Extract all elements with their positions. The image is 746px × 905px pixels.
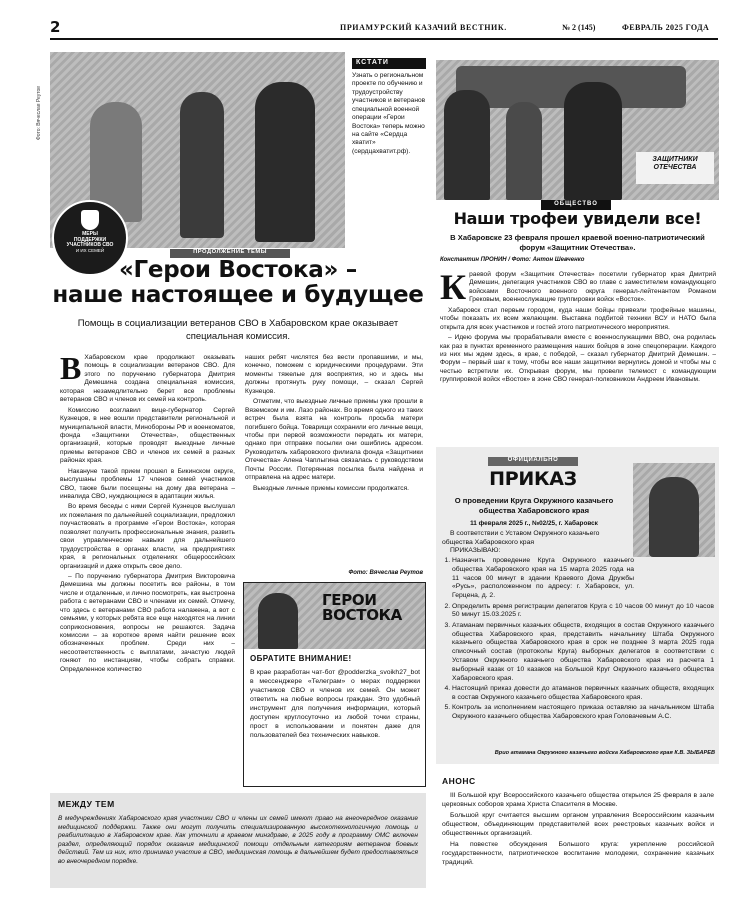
- photo-figure: [649, 477, 699, 557]
- notice-photo: [244, 583, 425, 649]
- order-title: ПРИКАЗ: [489, 468, 577, 490]
- rubric-official: ОФИЦИАЛЬНО: [488, 457, 578, 466]
- lead-line: специальная комиссия.: [186, 330, 290, 342]
- page-number: 2: [50, 18, 61, 36]
- notice-block: [243, 582, 426, 787]
- photo-credit-vertical: Фото: Вячеслав Реутов: [36, 86, 42, 140]
- rubric-text: ПРОДОЛЖЕНИЕ ТЕМЫ: [193, 249, 267, 255]
- paragraph: Выездные личные приемы комиссии продолжатся.: [253, 484, 409, 492]
- forum-emblem: [636, 152, 714, 184]
- badge-line: МЕРЫ: [82, 231, 98, 237]
- order-item: 2. Определить время регистрации делегатов Круга с 10 часов 00 минут до 10 часов 50 минут 15.03.2025 г.: [452, 603, 714, 621]
- paragraph: Хабаровском крае продолжают оказывать помощь в социализации ветеранов СВО. Для этого по поручению губернатора Дмитрия Демешина создана специальная комиссия, которая незамедлительно берет все проблемы ветеранов СВО и членов их семей на контроль.: [60, 354, 235, 404]
- article-photo-forum: [436, 60, 719, 200]
- paragraph: – По поручению губернатора Дмитрия Викторовича Демешина мы должны посетить все районы, в том числе и отдаленные, и лично посмотреть, как выстроена работа с ветеранами СВО и членами их семей. Отмечу, что здесь с ветеранами СВО работа налажена, а вот с семьями, у которых ребята все еще находятся на линии соприкосновения, вопросы не решаются. Задача комиссии – за короткое время найти решение всех обозначенных проблем. Среди них – несоответственность с выплатами, зачастую людей гоняют по инстанциям, чтобы собрать справки. Определенное количество: [60, 572, 235, 673]
- order-item: 5. Контроль за исполнением настоящего приказа оставляю за начальником Штаба Окружного казачьего общества Хабаровского края Головачевым А.С.: [452, 704, 714, 722]
- paragraph: Хабаровск стал первым городом, куда наши бойцы привезли трофейные машины, чтобы показать их всем желающим. Выставка подбитой техники ВСУ и НАТО была открыта для всех участников и гостей этого патриотического мероприятия.: [440, 306, 716, 331]
- header-rule: [50, 38, 718, 40]
- article2-subtitle: В Хабаровске 23 февраля прошел краевой военно-патриотический форум «Защитник Отечества».: [450, 233, 705, 252]
- paragraph: III Большой круг Всероссийского казачьего общества открылся 25 февраля в зале церковных соборов храма Христа Спасителя в Москве.: [442, 792, 714, 808]
- order-item: 4. Настоящий приказ довести до атаманов первичных казачьих обществ, входящих в состав Окружного казачьего общества Хабаровского края.: [452, 685, 714, 703]
- sidebar-kstati-label: КСТАТИ: [352, 58, 426, 69]
- order-block: [436, 447, 719, 764]
- order-command: ПРИКАЗЫВАЮ:: [450, 547, 501, 554]
- sidebar-kstati: [352, 58, 426, 248]
- shield-icon: [81, 210, 99, 230]
- photo-figure: [180, 92, 224, 238]
- paragraph: раевой форум «Защитник Отечества» посетили губернатор края Дмитрий Демешин, делегация участников СВО во главе с заместителем командующего войсками Восточного военного округа генерал-лейтенантом Романом Грековым, военнослужащие группировки войск «Восток».: [469, 271, 716, 304]
- article-title: [50, 258, 426, 309]
- emblem-line: ОТЕЧЕСТВА: [653, 164, 697, 172]
- article2-title: Наши трофеи увидели все!: [453, 209, 702, 228]
- paragraph: – Идею форума мы прорабатывали вместе с военнослужащими ВВО, она родилась как раз в пунктах временного размещения наших бойцов в зоне спецоперации. Каждого из них мы ждем здесь, в крае, с победой, – сказал губернатор Дмитрий Демешин. – Форум – первый шаг к тому, чтобы все наши защитники вернулись домой и чтобы мы с честью встретили их. Открывая форум, мы провели телемост с командующим группировкой войск «Восток» в зоне СВО генерал-полковником Андреем Ивановым.: [440, 334, 716, 384]
- lead-line: Помощь в социализации ветеранов СВО в Хабаровском крае оказывает: [77, 318, 399, 329]
- photo-figure: [258, 593, 298, 649]
- order-item: 3. Атаманам первичных казачьих обществ, входящих в состав Окружного казачьего общества Хабаровского края, представить начальнику Штаба Окружного казачьего общества Хабаровского края в срок не позднее 3 марта 2025 года списочный состав (протоколы Круга) выборных делегатов в соответствии с Уставом Окружного казачьего общества Хабаровского края из расчета 1 выборный казак от 10 казаков на Большой Круг Окружного казачьего общества Хабаровского края.: [452, 622, 714, 684]
- between-block: [50, 793, 426, 888]
- photo-figure: [564, 82, 622, 200]
- issue-date: ФЕВРАЛЬ 2025 ГОДА: [622, 23, 710, 32]
- paragraph: Во время беседы с ними Сергей Кузнецов выслушал их пожелания по дальнейшей социализации, предложил поучаствовать в программе «Герои Востока», которая позволяет получить профессиональные знания, развить свои управленческие навыки для дальнейшего трудоустройства в органах власти, на предприятиях края, в региональных отделениях общероссийских организаций и даже открыть свое дело.: [60, 503, 235, 570]
- photo-figure: [506, 102, 542, 200]
- anons-body: [442, 792, 714, 870]
- dropcap: К: [440, 271, 467, 307]
- paragraph: наших ребят числятся без вести пропавшими, и мы, конечно, поможем с юридическими процедурами. Эти моменты тяжелые для восприятия, но и здесь мы должны протянуть руку помощи, – сказал Сергей Кузнецов.: [245, 354, 423, 395]
- order-intro: В соответствии с Уставом Окружного казачьего общества Хабаровского края: [442, 530, 600, 546]
- rubric-society: ОБЩЕСТВО: [541, 200, 611, 210]
- article2-credit: Константин ПРОНИН / Фото: Антон Шевченко: [440, 257, 585, 263]
- title-line: наше настоящее и будущее: [52, 282, 424, 309]
- badge-line: ПОДДЕРЖКИ: [73, 236, 107, 243]
- paragraph: Комиссию возглавил вице-губернатор Сергей Кузнецов, в нее вошли представители региональной и муниципальной власти, Минобороны РФ и военкоматов, фонда «Защитники Отечества», общественных организаций, которые проводят выездные личные приемы ветеранов СВО и членов их семей в разных районах края.: [60, 406, 235, 465]
- article-lead: [50, 318, 426, 344]
- paragraph: Большой круг считается высшим органом управления Всероссийским казачьим обществом, объединяющим представителей всех реестровых казачьих войск и общественных организаций.: [442, 811, 714, 837]
- order-signature: Врио атамана Окружного казачьего войска Хабаровского края К.В. ЗЫБАРЕВ: [494, 750, 715, 756]
- ataman-portrait: [633, 463, 715, 557]
- logo-line: ГЕРОИ: [322, 591, 377, 609]
- article-byline: Фото: Вячеслав Реутов: [348, 570, 423, 576]
- article2-body: [440, 271, 716, 446]
- between-text: В медучреждениях Хабаровского края участники СВО и члены их семей имеют право на внеочередное оказание медицинской поддержки. Также они могут получить специализированную высокотехнологичную помощь и реабилитацию в Хабаровском крае. Как уточнили в краевом минздраве, в 2025 году в программу ОМС включен раздел, определяющий порядок оказания медицинской помощи отдельным категориям ветеранов боевых действий. Тем из них, кто принимал участие в СВО, медицинская помощь в дальнейшем будет предоставляться во внеочередном порядке.: [58, 815, 418, 865]
- article-column-1: [60, 354, 235, 787]
- photo-figure: [444, 90, 490, 200]
- paper-name: ПРИАМУРСКИЙ КАЗАЧИЙ ВЕСТНИК.: [340, 23, 507, 32]
- order-date: 11 февраля 2025 г., №02/25, г. Хабаровск: [470, 520, 598, 527]
- issue-number: № 2 (145): [562, 23, 596, 32]
- sidebar-kstati-text: Узнать о региональном проекте по обучению и трудоустройству участников и ветеранов специальной военной операции «Герои Востока» теперь можно на сайте «Сердца хватит» (сердцахватит.рф).: [352, 71, 426, 155]
- page-header: [50, 18, 718, 40]
- notice-label: ОБРАТИТЕ ВНИМАНИЕ!: [250, 654, 352, 663]
- order-item: 1. Назначить проведение Круга Окружного казачьего общества Хабаровского края на 15 марта 2025 года на 11 часов 00 минут в здании Краевого Дома Дружбы «Русь», расположенном по адресу: г. Хабаровск, ул. Герцена, д. 2.: [452, 557, 634, 601]
- heroes-logo: [322, 593, 402, 623]
- badge-line: УЧАСТНИКОВ СВО: [66, 242, 114, 248]
- anons-label: АНОНС: [442, 776, 476, 786]
- dropcap: В: [60, 354, 82, 386]
- paragraph: Накануне такой прием прошел в Бикинском округе, выслушаны проблемы 17 членов семей участников СВО, также были посещены на дому два ветерана – инвалида СВО, нуждающиеся в адаптации жилья.: [60, 467, 235, 500]
- emblem-line: ЗАЩИТНИКИ: [652, 156, 698, 163]
- order-items: [442, 557, 714, 723]
- photo-figure: [255, 82, 315, 242]
- title-line: «Герои Востока» –: [119, 257, 357, 283]
- paragraph: На повестке обсуждения Большого круга: укрепление российской государственности, патриотическое воспитание молодежи, сохранение казачьих традиций.: [442, 840, 714, 866]
- order-heading: О проведении Круга Окружного казачьего общества Хабаровского края: [454, 496, 614, 515]
- paragraph: Отметим, что выездные личные приемы уже прошли в Вяземском и им. Лазо районах. Во время одного из таких встреч была взята на контроль просьба матери погибшего бойца. Товарищи сохранили его личные вещи, чтобы при первой возможности передать их матери, однако при отправке посылки они ошиблись адресом. Руководитель хабаровского филиала фонда «Защитники Отечества» Алена Чаплыгина связалась с руководством Почты России. Потерянная посылка была найдена и отправлена на адрес матери.: [245, 398, 423, 482]
- badge-line: И ИХ СЕМЕЙ: [75, 247, 105, 253]
- logo-line: ВОСТОКА: [322, 606, 402, 624]
- between-label: МЕЖДУ ТЕМ: [58, 799, 115, 809]
- anons-block: [436, 772, 719, 888]
- notice-text: В крае разработан чат-бот @podderzka_svoikh27_bot в мессенджере «Телеграм» о мерах поддержки участников СВО и членов их семей. Он может ответить на любые вопросы граждан. Это удобный инструмент для получения информации, который доступен круглосуточно из любой точки страны, прост в использовании и понятен даже для пользователей без технических навыков.: [250, 669, 420, 739]
- article-column-2: [245, 354, 423, 569]
